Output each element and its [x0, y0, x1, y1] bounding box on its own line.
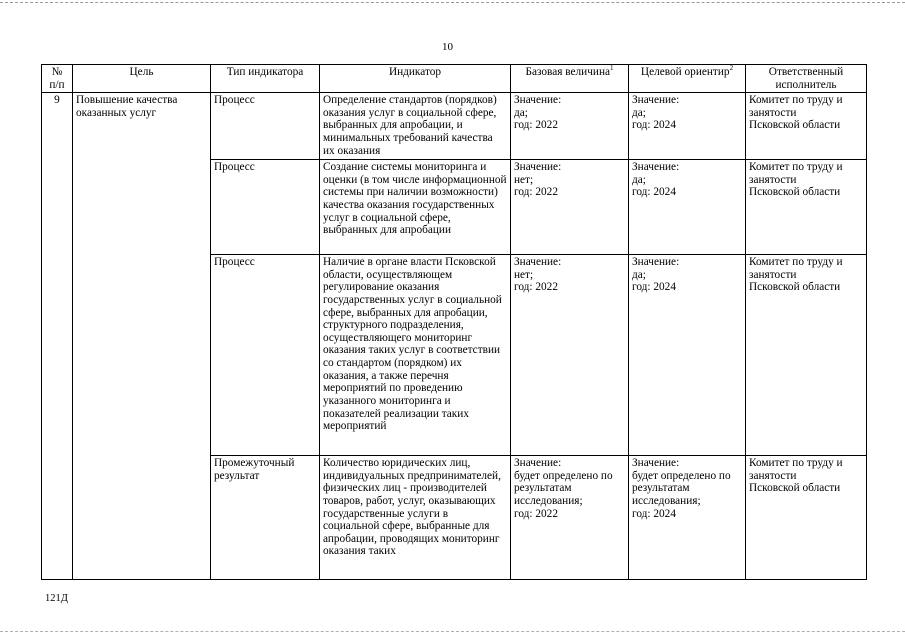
top-scan-edge — [0, 2, 905, 3]
target-value-cell: Значение: будет определено по результатам исследования; год: 2024 — [629, 456, 746, 580]
responsible-cell: Комитет по труду и занятости Псковской области — [746, 93, 867, 160]
header-indicator: Индикатор — [320, 65, 511, 93]
target-value-cell: Значение: да; год: 2024 — [629, 93, 746, 160]
page-number: 10 — [442, 41, 453, 53]
base-value-cell: Значение: нет; год: 2022 — [511, 160, 629, 255]
indicator-text: Определение стандартов (порядков) оказания услуг в социальной сфере, выбранных для апробации, и минимальных требований качества их оказания — [323, 94, 497, 157]
type-cell: Процесс — [211, 160, 320, 255]
indicator-cell — [320, 456, 511, 580]
base-value-cell: Значение: нет; год: 2022 — [511, 255, 629, 456]
goal-cell: Повышение качества оказанных услуг — [73, 93, 211, 580]
base-value-cell: Значение: будет определено по результатам исследования; год: 2022 — [511, 456, 629, 580]
indicators-table — [41, 64, 867, 580]
indicator-cell — [320, 255, 511, 456]
target-value-cell: Значение: да; год: 2024 — [629, 160, 746, 255]
header-base-footnote: 1 — [610, 64, 614, 72]
header-base-label: Базовая величина — [525, 66, 611, 78]
header-goal: Цель — [73, 65, 211, 93]
type-cell: Промежуточный результат — [211, 456, 320, 580]
header-target — [629, 65, 746, 93]
responsible-cell: Комитет по труду и занятости Псковской области — [746, 160, 867, 255]
header-target-footnote: 2 — [729, 64, 734, 72]
footer-code: 121Д — [45, 593, 68, 604]
bottom-scan-edge — [0, 631, 905, 632]
type-cell: Процесс — [211, 255, 320, 456]
table-row — [42, 93, 867, 160]
indicator-text: Наличие в органе власти Псковской области, осуществляющем регулирование оказания государственных услуг в социальной сфере, выбранных для апробации, структурного подразделения, осуществляющего мониторинг оказания таких услуг в соответствии со стандартом (порядком) их оказания, а также перечня мероприятий по проведению указанного мониторинга и показателей реализации таких мероприятий — [323, 256, 502, 433]
indicator-text: Количество юридических лиц, индивидуальных предпринимателей, физических лиц - производителей товаров, работ, услуг, оказывающих государственные услуги в социальной сфере, выбранные для апробации, проводящих мониторинг оказания таких — [323, 457, 501, 558]
indicator-text: Создание системы мониторинга и оценки (в том числе информационной системы при наличии возможности) качества оказания государственных услуг в социальной сфере, выбранных для апробации — [323, 161, 507, 237]
responsible-cell: Комитет по труду и занятости Псковской области — [746, 456, 867, 580]
header-base — [511, 65, 629, 93]
table-header-row — [42, 65, 867, 93]
indicator-cell — [320, 160, 511, 255]
row-num: 9 — [42, 93, 73, 580]
responsible-cell: Комитет по труду и занятости Псковской области — [746, 255, 867, 456]
header-responsible: Ответственный исполнитель — [746, 65, 867, 93]
header-num: № п/п — [42, 65, 73, 93]
header-type: Тип индикатора — [211, 65, 320, 93]
header-target-label: Целевой ориентир — [640, 66, 730, 78]
type-cell: Процесс — [211, 93, 320, 160]
indicator-cell — [320, 93, 511, 160]
target-value-cell: Значение: да; год: 2024 — [629, 255, 746, 456]
base-value-cell: Значение: да; год: 2022 — [511, 93, 629, 160]
